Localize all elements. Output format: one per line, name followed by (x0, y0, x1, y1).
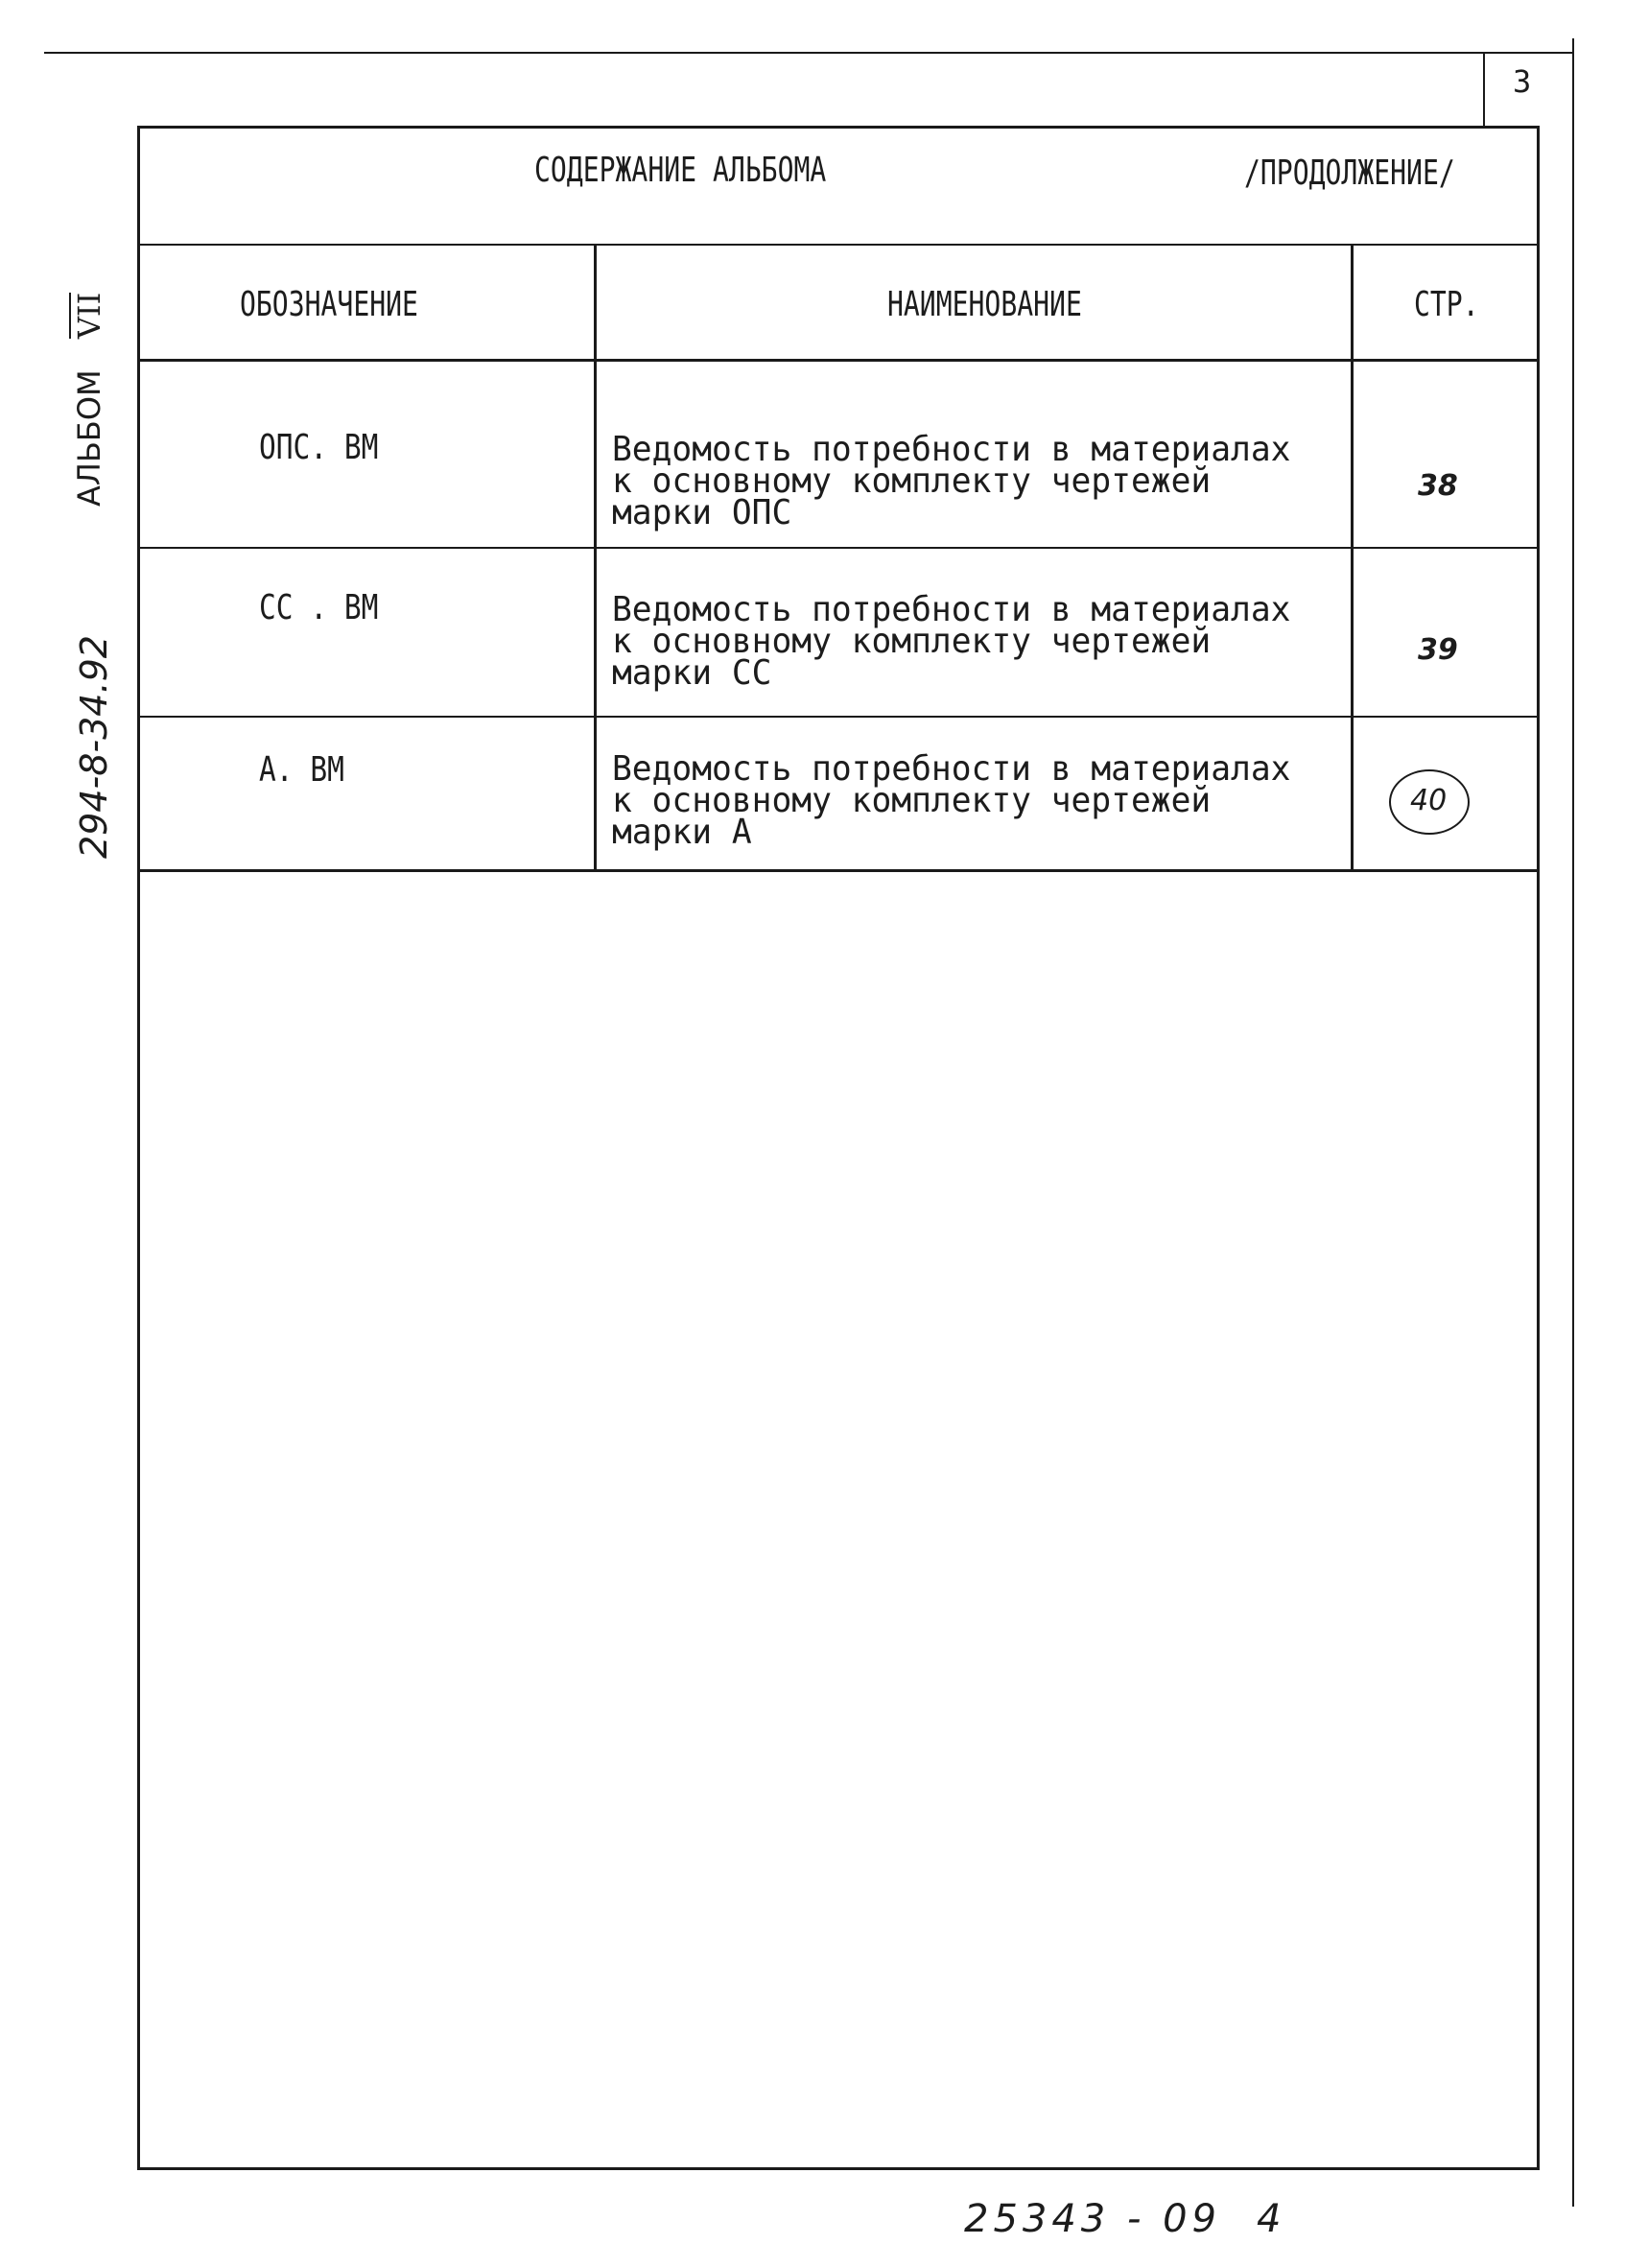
row-1-page: 38 (1418, 469, 1458, 503)
header-row-divider (137, 359, 1540, 362)
row-2-name: Ведомость потребности в материалах к основному комплекту чертежей марки СС (612, 590, 1291, 693)
column-header-page: СТР. (1414, 285, 1479, 324)
col-divider-1 (594, 244, 597, 872)
row-divider-3 (137, 869, 1540, 872)
row-3-name: Ведомость потребности в материалах к основному комплекту чертежей марки А (612, 749, 1291, 852)
row-3-designation: А. ВМ (259, 750, 344, 790)
continuation-label: /ПРОДОЛЖЕНИЕ/ (1244, 154, 1455, 193)
row-3-page: 40 (1410, 784, 1448, 817)
row-divider-2 (137, 716, 1540, 718)
row-2-designation: СС . ВМ (259, 588, 379, 627)
contents-title: СОДЕРЖАНИЕ АЛЬБОМА (534, 151, 827, 190)
row-1-designation: ОПС. ВМ (259, 428, 379, 467)
footer-sheet-number: 4 (1257, 2197, 1282, 2241)
row-2-page: 39 (1418, 633, 1458, 667)
side-album-label (69, 293, 107, 507)
frame-left (137, 126, 140, 2170)
frame-right (1537, 126, 1540, 2170)
footer-inventory-number: 25343 - 09 (964, 2197, 1222, 2241)
column-header-name: НАИМЕНОВАНИЕ (887, 285, 1082, 324)
top-rule (44, 52, 1574, 54)
side-document-code: 294-8-34.92 (73, 635, 115, 859)
row-1-name: Ведомость потребности в материалах к основному комплекту чертежей марки ОПС (612, 430, 1291, 532)
frame-bottom (137, 2167, 1540, 2170)
column-header-designation: ОБОЗНАЧЕНИЕ (240, 285, 418, 324)
sheet-box-left (1483, 52, 1485, 127)
album-word: АЛЬБОМ (71, 369, 107, 507)
sheet-box-right (1572, 38, 1574, 2207)
row-divider-1 (137, 547, 1540, 549)
sheet-number: 3 (1513, 63, 1532, 100)
frame-top (137, 126, 1540, 129)
album-number: VII (71, 292, 107, 340)
col-divider-2 (1351, 244, 1354, 872)
title-row-divider (137, 244, 1540, 246)
